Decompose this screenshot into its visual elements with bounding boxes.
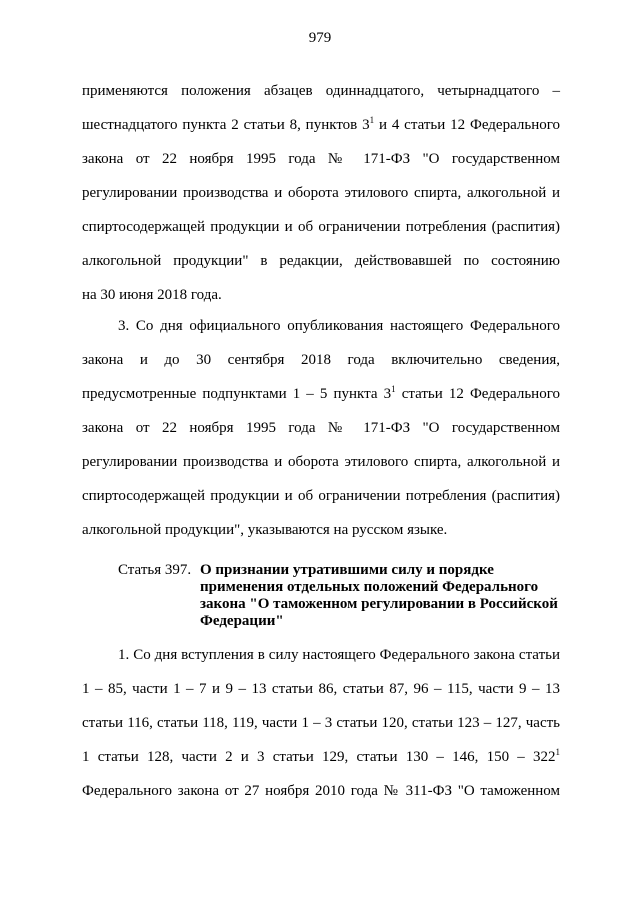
- text-line: регулировании производства и оборота этилового спирта, алкогольной и: [82, 185, 560, 201]
- text-fragment: шестнадцатого пункта 2 статьи 8, пунктов 3: [82, 117, 370, 133]
- text-line: 1. Со дня вступления в силу настоящего Федерального закона статьи: [118, 647, 560, 663]
- text-line: закона от 22 ноября 1995 года № 171-ФЗ "О государственном: [82, 151, 560, 167]
- text-line: применяются положения абзацев одиннадцатого, четырнадцатого –: [82, 83, 560, 99]
- superscript: 1: [555, 747, 560, 757]
- paragraph-1: [82, 638, 560, 808]
- text-line: [82, 740, 560, 774]
- paragraph-continuation: [82, 74, 560, 312]
- article-title: [200, 562, 570, 630]
- text-line: регулировании производства и оборота этилового спирта, алкогольной и: [82, 454, 560, 470]
- text-line: [82, 108, 560, 142]
- text-line: закона и до 30 сентября 2018 года включительно сведения,: [82, 352, 560, 368]
- superscript: 1: [391, 384, 396, 394]
- text-line: алкогольной продукции" в редакции, действовавшей по состоянию: [82, 253, 560, 269]
- page-number: 979: [308, 30, 332, 46]
- text-line: Федерального закона от 27 ноября 2010 года № 311-ФЗ "О таможенном: [82, 783, 560, 799]
- superscript: 1: [369, 115, 375, 125]
- text-line: закона от 22 ноября 1995 года № 171-ФЗ "О государственном: [82, 420, 560, 436]
- text-fragment: статьи 12 Федерального: [395, 386, 560, 402]
- text-line: 3. Со дня официального опубликования настоящего Федерального: [118, 318, 560, 334]
- text-line: спиртосодержащей продукции и об ограничении потребления (распития): [82, 488, 560, 504]
- text-line: статьи 116, статьи 118, 119, части 1 – 3 статьи 120, статьи 123 – 127, часть: [82, 715, 560, 731]
- text-line: [82, 377, 560, 411]
- text-fragment: предусмотренные подпунктами 1 – 5 пункта 3: [82, 386, 392, 402]
- article-title-line: Федерации": [200, 613, 284, 629]
- article-label: Статья 397.: [118, 562, 192, 578]
- text-fragment: и 4 статьи 12 Федерального: [374, 117, 560, 133]
- article-title-line: закона "О таможенном регулировании в Российской: [200, 596, 558, 612]
- text-line: алкогольной продукции", указываются на русском языке.: [82, 522, 448, 538]
- text-line: на 30 июня 2018 года.: [82, 287, 222, 303]
- text-fragment: 1 статьи 128, части 2 и 3 статьи 129, статьи 130 – 146, 150 – 322: [82, 749, 556, 765]
- article-title-line: О признании утратившими силу и порядке: [200, 562, 494, 578]
- article-title-line: применения отдельных положений Федерального: [200, 579, 539, 595]
- text-line: 1 – 85, части 1 – 7 и 9 – 13 статьи 86, статьи 87, 96 – 115, части 9 – 13: [82, 681, 560, 697]
- paragraph-3: [82, 309, 560, 547]
- text-line: спиртосодержащей продукции и об ограничении потребления (распития): [82, 219, 560, 235]
